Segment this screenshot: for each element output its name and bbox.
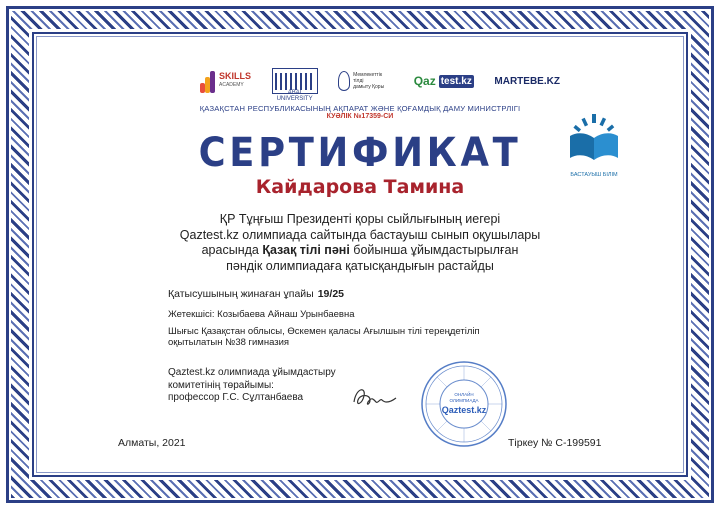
skills-bars-icon <box>200 69 216 93</box>
martebe-logo: MARTEBE.KZ <box>494 75 560 87</box>
body-line-4: пәндік олимпиадаға қатысқандығын растайды <box>226 258 494 273</box>
language-fund-logo <box>338 71 393 91</box>
score-line <box>168 288 344 300</box>
bastauysh-label: БАСТАУЫШ БІЛІМ <box>570 172 618 178</box>
sponsor-logos <box>200 62 560 100</box>
registration-number: Тіркеу № С-199591 <box>508 437 602 449</box>
license-number: КУӘЛІК №17359-СИ <box>326 113 394 120</box>
score-value: 19/25 <box>317 288 344 300</box>
stamp-text-top: ОНЛАЙН <box>454 392 474 397</box>
certificate-body <box>130 212 590 274</box>
recipient-name: Кайдарова Тамина <box>255 176 465 198</box>
qaztest-logo: Qaz test.kz <box>413 74 472 88</box>
signature-image <box>348 382 400 412</box>
committee-chair: Qaztest.kz олимпиада ұйымдастыру комитетінің төрайымы: профессор Г.С. Сұлтанбаева <box>168 367 336 403</box>
official-stamp <box>420 360 508 448</box>
score-label: Қатысушының жинаған ұпайы <box>168 288 314 300</box>
body-line-3: арасында Қазақ тілі пәні бойынша ұйымдастырылған <box>201 243 519 257</box>
body-line-2: Qaztest.kz олимпиада сайтында бастауыш сынып оқушылары <box>179 227 541 242</box>
ministry-text: ҚАЗАҚСТАН РЕСПУБЛИКАСЫНЫҢ АҚПАРАТ ЖӘНЕ ҚОҒАМДЫҚ ДАМУ МИНИСТРЛІГІ <box>199 104 521 113</box>
abai-university-logo <box>272 68 318 102</box>
fund-emblem-icon <box>338 71 350 91</box>
mentor-line: Жетекшісі: Козыбаева Айнаш Урынбаевна <box>168 309 355 320</box>
stamp-brand: Qaztest.kz <box>441 405 487 415</box>
subject-name: Қазақ тілі пәні <box>262 243 350 257</box>
city-year: Алматы, 2021 <box>118 437 186 449</box>
fund-logo-text: Мемлекеттік тілді дамыту Қоры <box>353 72 385 90</box>
stamp-text-mid: ОЛИМПИАДА <box>449 398 479 403</box>
skills-logo-text: SKILLS ACADEMY <box>219 71 252 88</box>
school-info: Шығыс Қазақстан облысы, Өскемен қаласы Ағылшын тілі тереңдетіліп оқытылатын №38 гимназия <box>168 326 480 348</box>
building-icon: ABAI UNIVERSITY <box>272 68 318 94</box>
body-line-1: ҚР Тұңғыш Президенті қоры сыйлығының иегері <box>219 212 501 226</box>
certificate-title: СЕРТИФИКАТ <box>198 130 522 176</box>
skills-academy-logo <box>200 69 251 93</box>
